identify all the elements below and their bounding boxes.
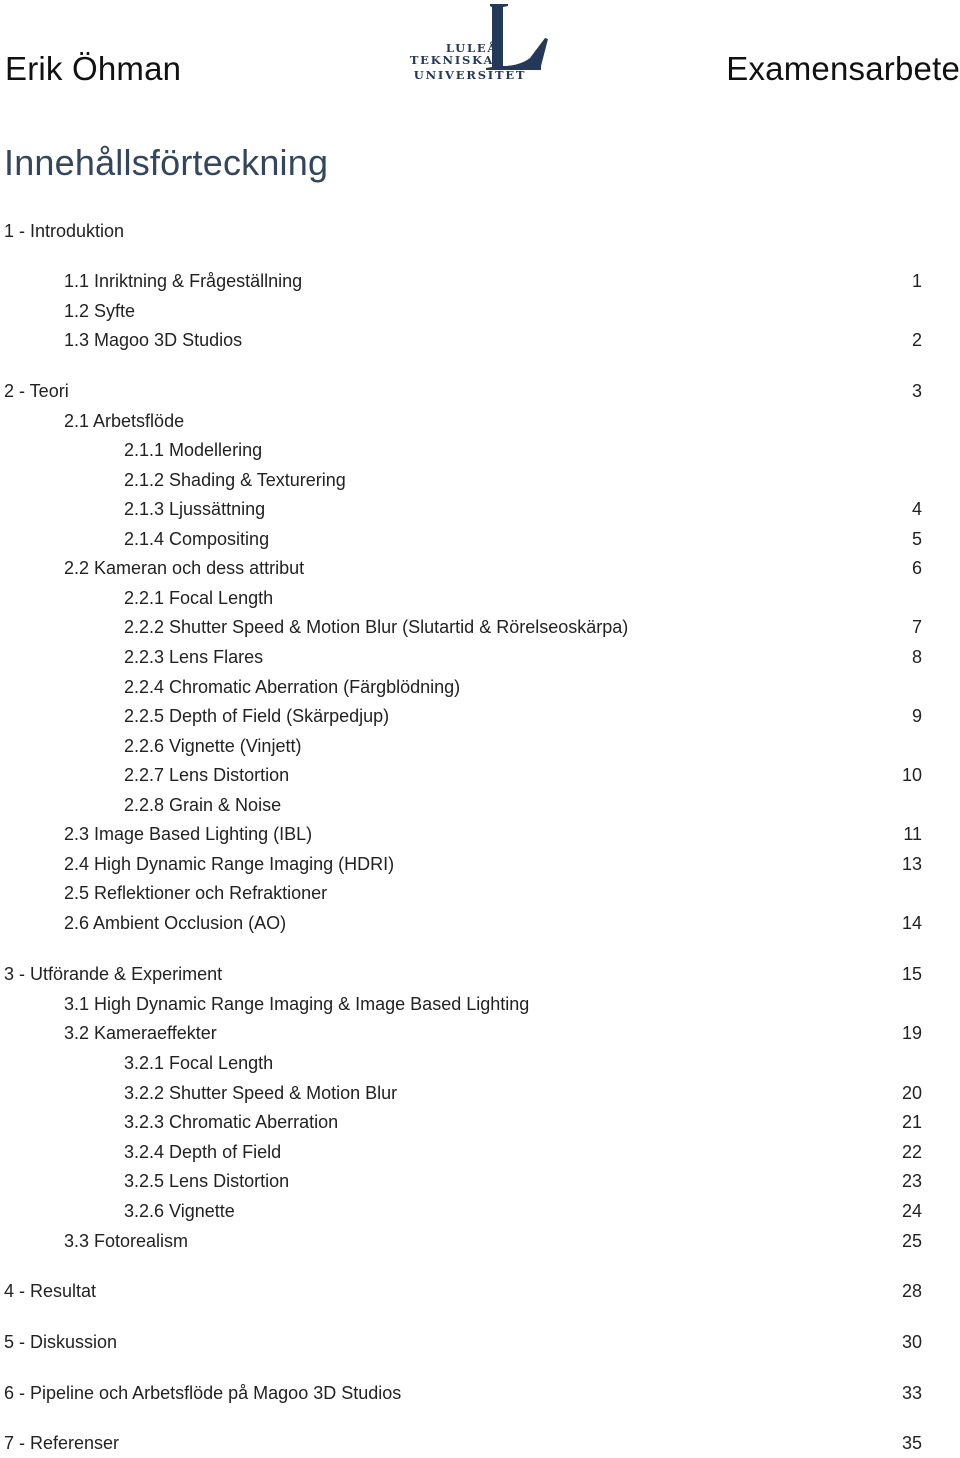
toc-entry-label: 2.4 High Dynamic Range Imaging (HDRI) (64, 854, 395, 874)
toc-entry-page: 21 (901, 1112, 922, 1132)
toc-entry-label: 2.2.2 Shutter Speed & Motion Blur (Slutartid & Rörelseoskärpa) (124, 617, 629, 637)
toc-entry-label: 2.2.4 Chromatic Aberration (Färgblödning) (124, 677, 461, 697)
toc-entry-page: 11 (903, 824, 922, 844)
toc-entry[interactable] (0, 298, 960, 324)
toc-entry[interactable] (0, 910, 960, 936)
toc-entry[interactable] (0, 268, 960, 294)
toc-entry-page: 24 (901, 1201, 922, 1221)
toc-entry[interactable] (0, 1020, 960, 1046)
toc-entry-label: 2.2.5 Depth of Field (Skärpedjup) (124, 706, 390, 726)
toc-entry-label: 2.1 Arbetsflöde (64, 411, 185, 431)
toc-entry[interactable] (0, 991, 960, 1017)
toc-entry-page: 20 (901, 1083, 922, 1103)
toc-entry-page: 9 (911, 706, 922, 726)
toc-entry[interactable] (0, 733, 960, 759)
toc-entry-label: 3.2.5 Lens Distortion (124, 1171, 290, 1191)
toc-entry-label: 3.3 Fotorealism (64, 1231, 189, 1251)
toc-entry-page: 5 (911, 529, 922, 549)
toc-entry[interactable] (0, 496, 960, 522)
toc-entry-label: 2.3 Image Based Lighting (IBL) (64, 824, 313, 844)
toc-entry[interactable] (0, 762, 960, 788)
toc-entry[interactable] (0, 1109, 960, 1135)
toc-entry[interactable] (0, 614, 960, 640)
toc-entry[interactable] (0, 327, 960, 353)
toc-entry-label: 7 - Referenser (4, 1433, 120, 1453)
toc-entry[interactable] (0, 408, 960, 434)
toc-entry[interactable] (0, 821, 960, 847)
toc-entry-label: 2.2.3 Lens Flares (124, 647, 264, 667)
toc-entry[interactable] (0, 378, 960, 404)
toc-entry-label: 4 - Resultat (4, 1281, 97, 1301)
toc-entry-label: 3.2.3 Chromatic Aberration (124, 1112, 339, 1132)
toc-entry[interactable] (0, 792, 960, 818)
toc-entry-label: 2.1.2 Shading & Texturering (124, 470, 346, 490)
toc-entry-label: 3 - Utförande & Experiment (4, 964, 223, 984)
toc-entry-label: 1.2 Syfte (64, 301, 136, 321)
toc-entry[interactable] (0, 1228, 960, 1254)
toc-entry[interactable] (0, 526, 960, 552)
toc-entry-label: 1.3 Magoo 3D Studios (64, 330, 243, 350)
toc-entry-page: 2 (911, 330, 922, 350)
toc-entry-page: 4 (911, 499, 922, 519)
toc-entry-page: 6 (911, 558, 922, 578)
toc-entry[interactable] (0, 1139, 960, 1165)
toc-entry[interactable] (0, 1278, 960, 1304)
toc-entry[interactable] (0, 880, 960, 906)
toc-entry-label: 2.2.6 Vignette (Vinjett) (124, 736, 302, 756)
toc-entry-page: 30 (901, 1332, 922, 1352)
toc-entry-label: 2 - Teori (4, 381, 69, 401)
toc-entry-page: 22 (901, 1142, 922, 1162)
toc-entry-label: 5 - Diskussion (4, 1332, 118, 1352)
toc-entry-label: 3.2.2 Shutter Speed & Motion Blur (124, 1083, 398, 1103)
toc-entry-label: 2.2.8 Grain & Noise (124, 795, 282, 815)
toc-entry-page: 25 (901, 1231, 922, 1251)
logo-line-3: UNIVERSITET (413, 68, 527, 82)
toc-entry[interactable] (0, 703, 960, 729)
toc-entry[interactable] (0, 555, 960, 581)
toc-entry[interactable] (0, 1050, 960, 1076)
toc-entry-label: 3.2.1 Focal Length (124, 1053, 274, 1073)
toc-entry-label: 3.1 High Dynamic Range Imaging & Image Based Lighting (64, 994, 530, 1014)
toc-entry-page: 1 (911, 271, 922, 291)
toc-entry-page: 10 (901, 765, 922, 785)
toc-entry[interactable] (0, 961, 960, 987)
toc-entry[interactable] (0, 674, 960, 700)
author-name: Erik Öhman (5, 50, 182, 87)
toc-entry-label: 1.1 Inriktning & Frågeställning (64, 271, 303, 291)
toc-entry-label: 2.2.7 Lens Distortion (124, 765, 290, 785)
toc-entry-label: 3.2.6 Vignette (124, 1201, 235, 1221)
toc-entry[interactable] (0, 437, 960, 463)
toc-entry[interactable] (0, 1168, 960, 1194)
toc-entry-page: 33 (901, 1383, 922, 1403)
toc-entry-label: 2.1.1 Modellering (124, 440, 263, 460)
toc-entry-page: 13 (901, 854, 922, 874)
toc-entry-label: 1 - Introduktion (4, 221, 125, 241)
toc-entry-page: 19 (901, 1023, 922, 1043)
toc-entry-label: 2.1.4 Compositing (124, 529, 270, 549)
toc-entry-label: 2.2 Kameran och dess attribut (64, 558, 305, 578)
toc-entry-label: 2.5 Reflektioner och Refraktioner (64, 883, 328, 903)
logo-line-1: LULEÅ (445, 41, 499, 55)
toc-entry[interactable] (0, 585, 960, 611)
toc-entry[interactable] (0, 1198, 960, 1224)
toc-entry[interactable] (0, 1080, 960, 1106)
toc-entry-page: 15 (901, 964, 922, 984)
toc-entry-label: 2.1.3 Ljussättning (124, 499, 266, 519)
toc-entry-label: 2.2.1 Focal Length (124, 588, 274, 608)
toc-entry-label: 3.2 Kameraeffekter (64, 1023, 217, 1043)
toc-entry[interactable] (0, 218, 960, 244)
logo-line-2: TEKNISKA (409, 53, 495, 67)
toc-entry-page: 8 (911, 647, 922, 667)
toc-title: Innehållsförteckning (4, 142, 329, 183)
toc-entry-page: 28 (901, 1281, 922, 1301)
toc-entry-page: 3 (911, 381, 922, 401)
toc-entry-label: 6 - Pipeline och Arbetsflöde på Magoo 3D Studios (4, 1383, 402, 1403)
toc-entry[interactable] (0, 1380, 960, 1406)
toc-entry-label: 2.6 Ambient Occlusion (AO) (64, 913, 287, 933)
toc-entry[interactable] (0, 644, 960, 670)
toc-entry-page: 14 (901, 913, 922, 933)
toc-entry-page: 7 (911, 617, 922, 637)
toc-entry-label: 3.2.4 Depth of Field (124, 1142, 282, 1162)
toc-entry[interactable] (0, 851, 960, 877)
toc-entry[interactable] (0, 1329, 960, 1355)
toc-entry[interactable] (0, 467, 960, 493)
toc-entry[interactable] (0, 1430, 960, 1456)
toc-entry-page: 35 (901, 1433, 922, 1453)
toc-entry-page: 23 (901, 1171, 922, 1191)
document-type: Examensarbete (726, 50, 960, 87)
